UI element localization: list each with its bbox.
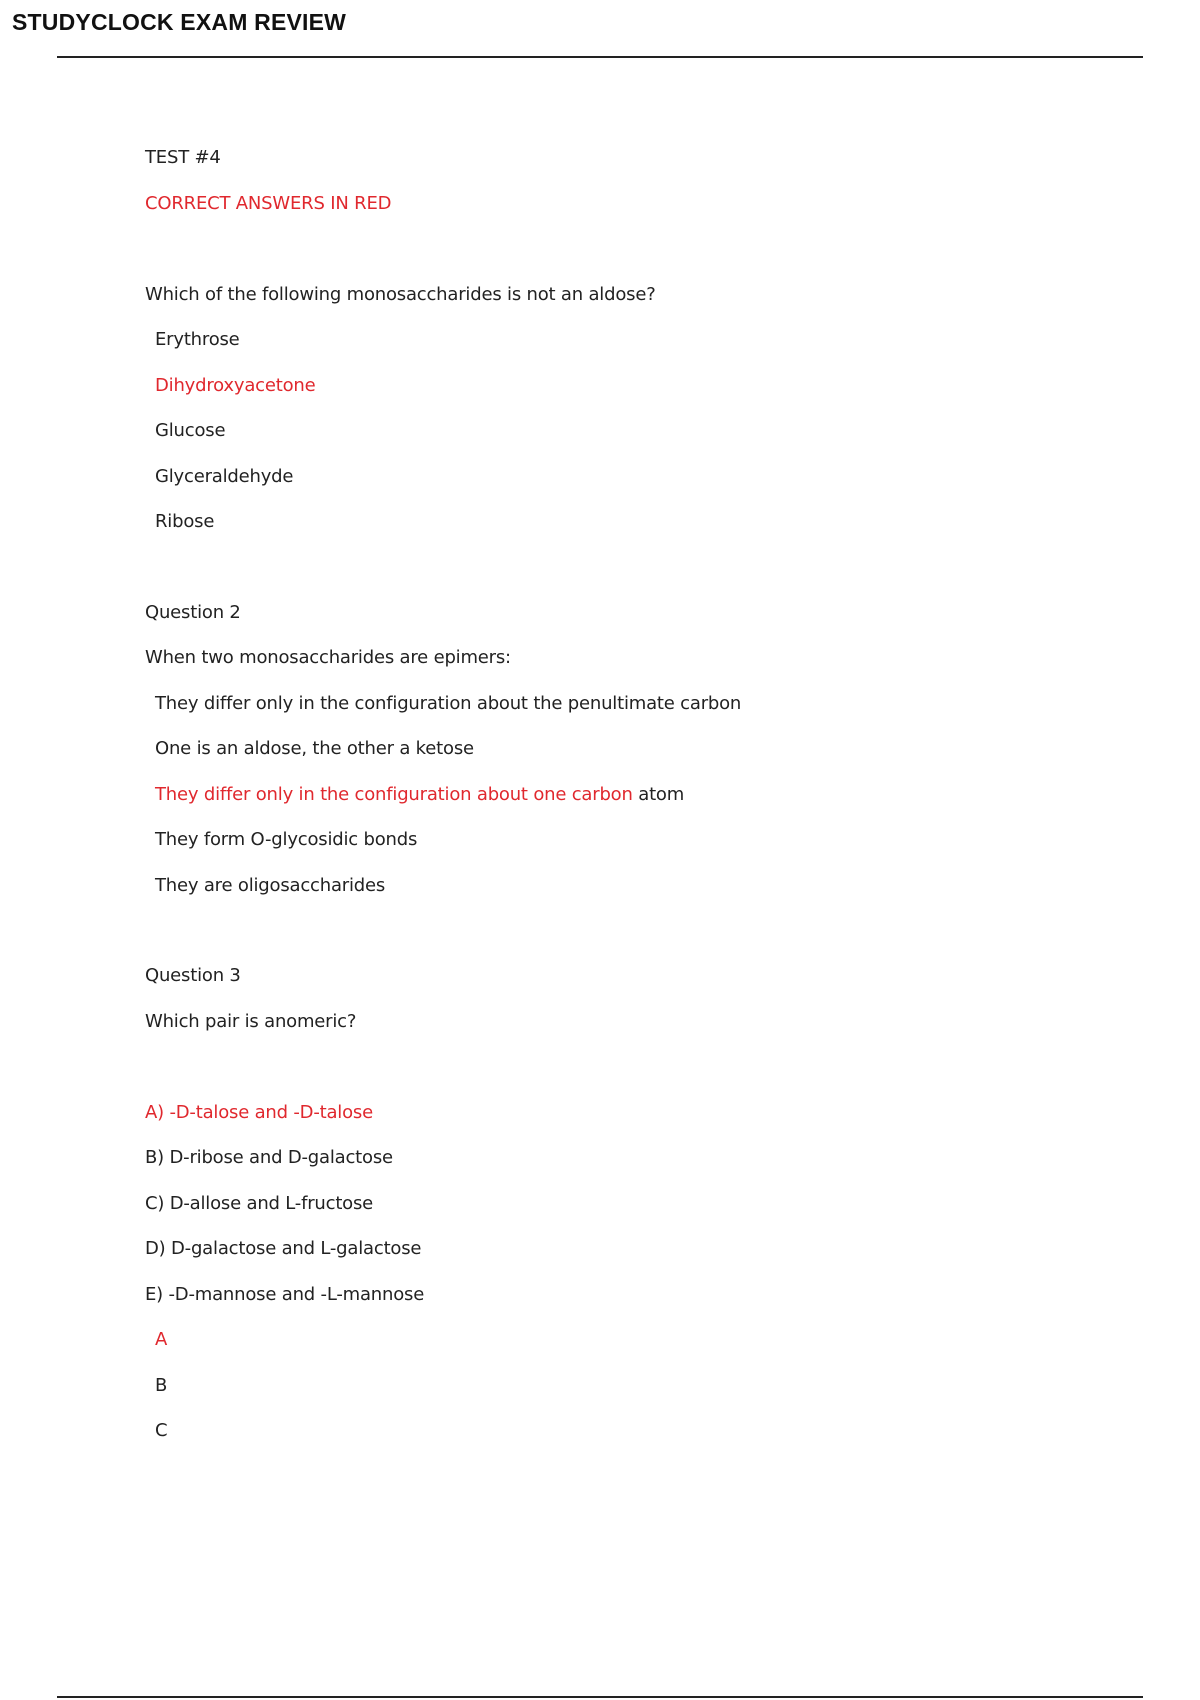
header-rule: [57, 56, 1143, 58]
question-1-prompt: Which of the following monosaccharides is not an aldose?: [145, 284, 656, 305]
question-3-statement-e: E) -D-mannose and -L-mannose: [145, 1284, 425, 1305]
question-1-option-4: Glyceraldehyde: [155, 466, 294, 487]
question-1-option-1: Erythrose: [155, 329, 240, 350]
question-2-option-2: One is an aldose, the other a ketose: [155, 738, 474, 759]
question-2-option-3-red-part: They differ only in the configuration about one carbon: [155, 784, 633, 805]
question-2-option-4: They form O-glycosidic bonds: [155, 829, 418, 850]
question-2-option-1: They differ only in the configuration about the penultimate carbon: [155, 693, 742, 714]
question-3-heading: Question 3: [145, 965, 241, 986]
question-3-option-c: C: [155, 1420, 168, 1441]
answer-key-legend: CORRECT ANSWERS IN RED: [145, 193, 392, 214]
question-2-prompt: When two monosaccharides are epimers:: [145, 647, 511, 668]
question-2-heading: Question 2: [145, 602, 241, 623]
footer-rule: [57, 1696, 1143, 1698]
question-2-option-5: They are oligosaccharides: [155, 875, 386, 896]
question-1-option-3: Glucose: [155, 420, 226, 441]
test-label: TEST #4: [145, 147, 221, 168]
question-3-statement-b: B) D-ribose and D-galactose: [145, 1147, 393, 1168]
question-1-option-2-correct: Dihydroxyacetone: [155, 375, 316, 396]
question-2-option-3-correct: [155, 783, 684, 807]
header-title: STUDYCLOCK EXAM REVIEW: [12, 9, 347, 35]
question-1-option-5: Ribose: [155, 511, 215, 532]
question-3-statement-a-correct: A) -D-talose and -D-talose: [145, 1102, 373, 1123]
question-3-statement-d: D) D-galactose and L-galactose: [145, 1238, 422, 1259]
question-3-option-b: B: [155, 1375, 168, 1396]
question-2-option-3-black-part: atom: [632, 784, 685, 805]
question-3-prompt: Which pair is anomeric?: [145, 1011, 357, 1032]
question-3-statement-c: C) D-allose and L-fructose: [145, 1193, 374, 1214]
question-3-option-a-correct: A: [155, 1329, 168, 1350]
